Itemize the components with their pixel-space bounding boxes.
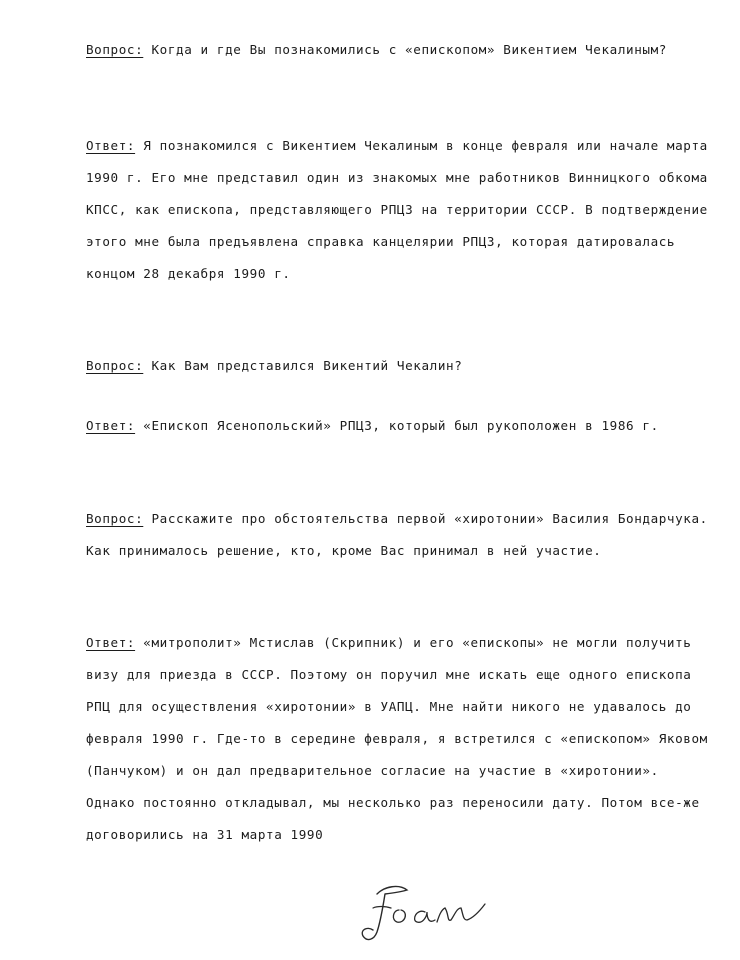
question-label: Вопрос: [86,358,144,373]
paragraph-question-3 [86,503,711,567]
answer-text: «митрополит» Мстислав (Скрипник) и его «епископы» не могли получить визу для приезда в СССР. Поэтому он поручил мне искать еще одного епископа РПЦ для осуществления «хиротонии» в УАПЦ. Мне найти никого не удавалось до февраля 1990 г. Где-то в середине февраля, я встретился с «епископом» Яковом (Панчуком) и он дал предварительное согласие на участие в «хиротонии». Однако постоянно откладывал, мы несколько раз переносили дату. Потом все-же договорились на 31 марта 1990 [86,635,708,842]
answer-label: Ответ: [86,138,136,153]
answer-label: Ответ: [86,418,136,433]
question-label: Вопрос: [86,511,144,526]
paragraph-answer-2 [86,410,711,442]
question-label: Вопрос: [86,42,144,57]
answer-text: «Епископ Ясенопольский» РПЦЗ, который был рукоположен в 1986 г. [135,418,659,433]
paragraph-answer-1 [86,130,711,290]
question-text: Расскажите про обстоятельства первой «хиротонии» Василия Бондарчука. Как принималось решение, кто, кроме Вас принимал в ней участие. [86,511,708,558]
paragraph-question-2 [86,350,711,382]
handwritten-signature [355,880,495,950]
question-text: Когда и где Вы познакомились с «епископом» Викентием Чекалиным? [143,42,667,57]
paragraph-answer-3 [86,627,711,851]
question-text: Как Вам представился Викентий Чекалин? [143,358,463,373]
answer-label: Ответ: [86,635,136,650]
paragraph-question-1 [86,34,711,66]
answer-text: Я познакомился с Викентием Чекалиным в конце февраля или начале марта 1990 г. Его мне представил один из знакомых мне работников Винницкого обкома КПСС, как епископа, представляющего РПЦЗ на территории СССР. В подтверждение этого мне была предъявлена справка канцелярии РПЦЗ, которая датировалась концом 28 декабря 1990 г. [86,138,708,281]
